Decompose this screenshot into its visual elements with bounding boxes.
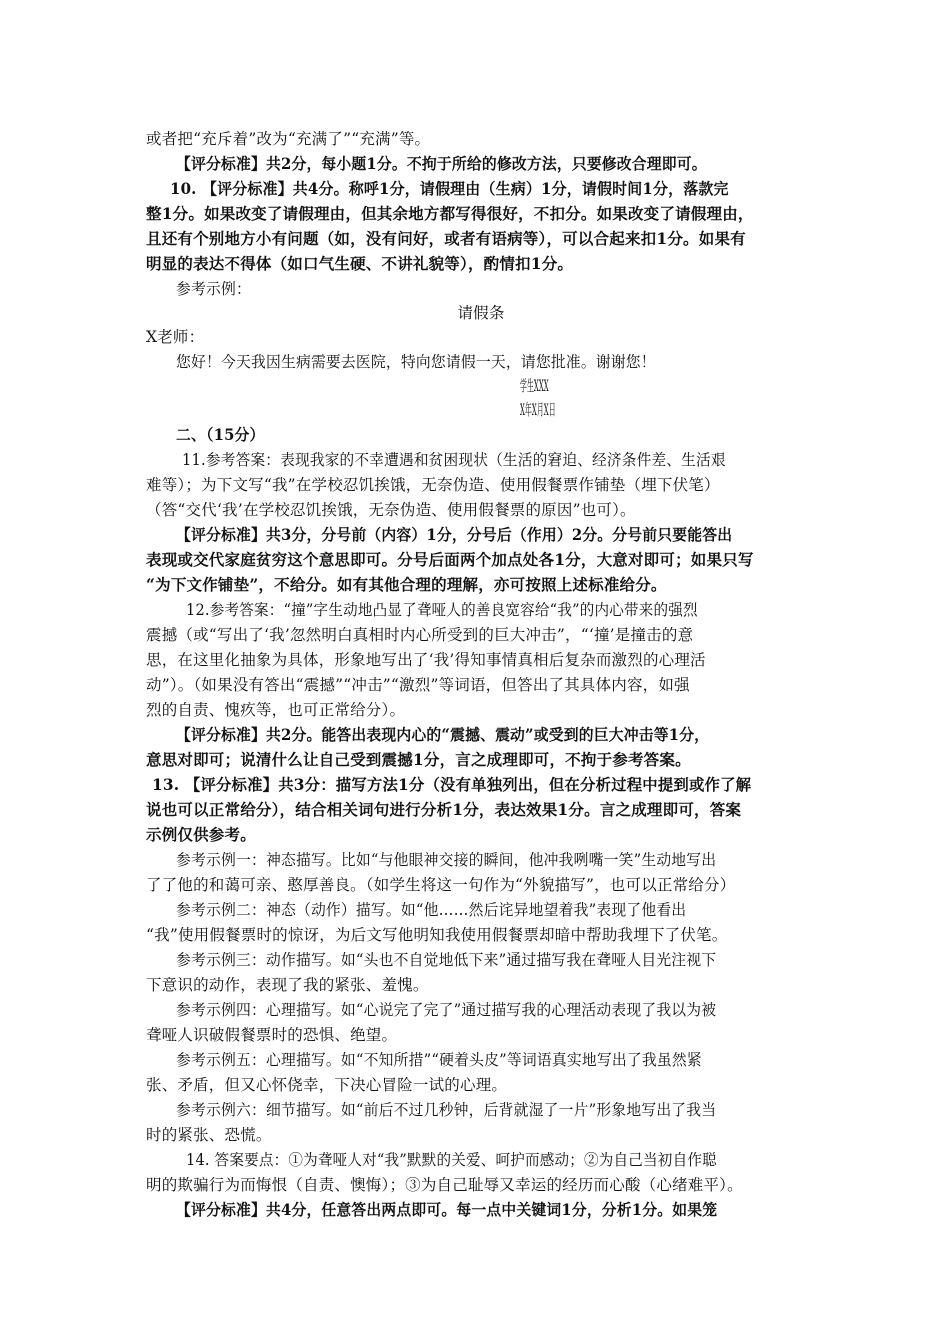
text-line: 参考示例二：神态（动作）描写。如“他……然后诧异地望着我”表现了他看出	[176, 901, 687, 919]
text-line: 表现或交代家庭贫穷这个意思即可。分号后面两个加点处各1分，大意对即可；如果只写	[146, 550, 754, 569]
text-line: 学生XXX	[520, 377, 549, 395]
text-line: 您好！今天我因生病需要去医院，特向您请假一天，请您批准。谢谢您！	[176, 353, 656, 371]
text-line: “为下文作铺垫”，不给分。如有其他合理的理解，亦可按照上述标准给分。	[146, 575, 667, 594]
text-line: 【评分标准】共2分。能答出表现内心的“震撼、震动”或受到的巨大冲击等1分，	[176, 725, 710, 744]
text-line: 参考示例一：神态描写。比如“与他眼神交接的瞬间，他冲我咧嘴一笑”生动地写出	[176, 851, 717, 869]
text-line: X老师：	[146, 328, 205, 346]
text-line: 明的欺骗行为而悔恨（自责、懊悔）；③为自己耻辱又幸运的经历而心酸（心绪难平）。	[146, 1176, 743, 1194]
text-line: 12.参考答案：“撞”字生动地凸显了聋哑人的善良宽容给“我”的内心带来的强烈	[186, 601, 698, 619]
text-line: （答“交代‘我’在学校忍饥挨饿，无奈伪造、使用假餐票的原因”也可）。	[146, 501, 636, 519]
text-line: 动”）。（如果没有答出“震撼”“冲击”“激烈”等词语，但答出了其具体内容，如强	[146, 676, 690, 694]
text-line: 张、矛盾，但又心怀侥幸，下决心冒险一试的心理。	[146, 1076, 508, 1094]
text-line: 难等）；为下文写“我”在学校忍饥挨饿，无奈伪造、使用假餐票作铺垫（埋下伏笔）	[146, 476, 720, 494]
text-line: 思，在这里化抽象为具体，形象地写出了‘我’得知事情真相后复杂而激烈的心理活	[146, 651, 706, 669]
text-line: 参考示例三：动作描写。如“头也不自觉地低下来”通过描写我在聋哑人目光注视下	[176, 951, 717, 969]
text-line: 烈的自责、愧疚等，也可正常给分）。	[146, 701, 406, 719]
text-line: 震撼（或“写出了‘我’忽然明白真相时内心所受到的巨大冲击”，“‘撞’是撞击的意	[146, 626, 694, 644]
text-line: 明显的表达不得体（如口气生硬、不讲礼貌等），酌情扣1分。	[146, 254, 574, 273]
text-line: 参考示例：	[176, 280, 251, 298]
text-line: 整1分。如果改变了请假理由，但其余地方都写得很好，不扣分。如果改变了请假理由，	[146, 204, 754, 223]
text-line: X年X月X日	[520, 401, 556, 419]
text-line: 请假条	[457, 304, 505, 322]
text-line: 【评分标准】共4分，任意答出两点即可。每一点中关键词1分，分析1分。如果笼	[176, 1200, 718, 1219]
text-line: 10. 【评分标准】共4分。称呼1分，请假理由（生病）1分，请假时间1分，落款完	[170, 179, 729, 198]
text-line: 参考示例四：心理描写。如“心说完了完了”通过描写我的心理活动表现了我以为被	[176, 1001, 717, 1019]
text-line: 【评分标准】共3分，分号前（内容）1分，分号后（作用）2分。分号前只要能答出	[176, 525, 733, 544]
text-line: 下意识的动作，表现了我的紧张、羞愧。	[146, 976, 429, 994]
text-line: 或者把“充斥着”改为“充满了”“充满”等。	[146, 130, 431, 148]
text-line: 13. 【评分标准】共3分：描写方法1分（没有单独列出，但在分析过程中提到或作了解	[152, 775, 752, 794]
text-line: “我”使用假餐票时的惊讶，为后文写他明知我使用假餐票却暗中帮助我埋下了伏笔。	[146, 926, 728, 944]
text-line: 且还有个别地方小有问题（如，没有问好，或者有语病等），可以合起来扣1分。如果有	[146, 229, 746, 248]
text-line: 了了他的和蔼可亲、憨厚善良。（如学生将这一句作为“外貌描写”，也可以正常给分）	[146, 876, 736, 894]
text-line: 意思对即可；说清什么让自己受到震撼1分，言之成理即可，不拘于参考答案。	[146, 750, 691, 769]
text-line: 二、（15分）	[176, 425, 265, 444]
text-line: 聋哑人识破假餐票时的恐惧、绝望。	[146, 1026, 398, 1044]
text-line: 时的紧张、恐慌。	[146, 1126, 272, 1144]
text-line: 参考示例五：心理描写。如“不知所措”“硬着头皮”等词语真实地写出了我虽然紧	[176, 1051, 702, 1069]
text-line: 【评分标准】共2分，每小题1分。不拘于所给的修改方法，只要修改合理即可。	[176, 154, 707, 173]
text-line: 说也可以正常给分），结合相关词句进行分析1分，表达效果1分。言之成理即可，答案	[146, 800, 742, 819]
text-line: 11.参考答案：表现我家的不幸遭遇和贫困现状（生活的窘迫、经济条件差、生活艰	[182, 451, 726, 469]
text-line: 14. 答案要点：①为聋哑人对“我”默默的关爱、呵护而感动；②为自己当初自作聪	[186, 1151, 717, 1169]
text-line: 示例仅供参考。	[146, 825, 256, 844]
text-line: 参考示例六：细节描写。如“前后不过几秒钟，后背就湿了一片”形象地写出了我当	[176, 1101, 717, 1119]
